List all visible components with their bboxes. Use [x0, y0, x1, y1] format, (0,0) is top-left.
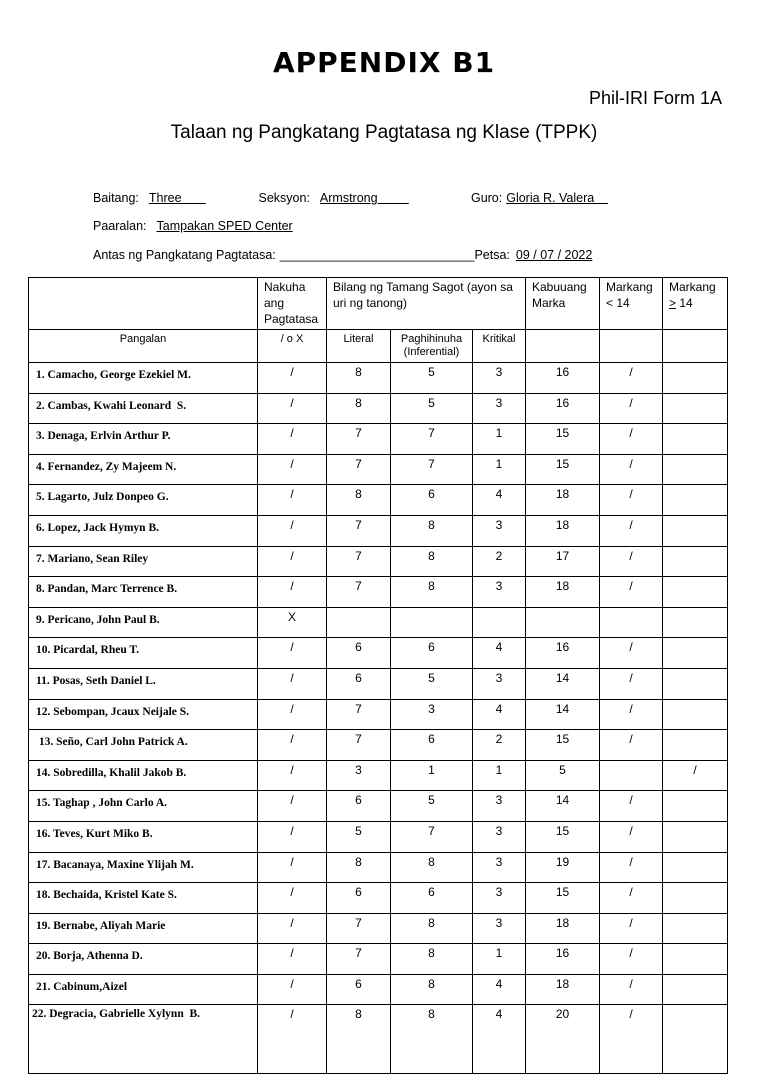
- literal-cell: 6: [327, 883, 391, 914]
- nakuha-cell: /: [258, 821, 327, 852]
- literal-cell: 3: [327, 760, 391, 791]
- paaralan-label: Paaralan:: [93, 219, 147, 233]
- markang-lt14-cell: /: [600, 944, 663, 975]
- table-row: [29, 424, 728, 455]
- nakuha-cell: /: [258, 913, 327, 944]
- table-row: [29, 1005, 728, 1074]
- kabuuang-cell: 15: [526, 821, 600, 852]
- nakuha-cell: /: [258, 760, 327, 791]
- paghihinuha-cell: 5: [391, 393, 473, 424]
- nakuha-cell: /: [258, 944, 327, 975]
- table-row: [29, 454, 728, 485]
- kabuuang-cell: 15: [526, 730, 600, 761]
- markang-lt14-cell: /: [600, 730, 663, 761]
- markang-ge14-cell: [663, 699, 728, 730]
- header-paghihinuha: Paghihinuha (Inferential): [391, 330, 473, 363]
- student-name: 12. Sebompan, Jcaux Neijale S.: [29, 699, 258, 730]
- markang-lt14-cell: /: [600, 791, 663, 822]
- kritikal-cell: 4: [473, 974, 526, 1005]
- literal-cell: 8: [327, 363, 391, 394]
- markang-ge14-cell: [663, 913, 728, 944]
- nakuha-cell: /: [258, 791, 327, 822]
- paghihinuha-cell: 6: [391, 638, 473, 669]
- markang-lt14-cell: /: [600, 883, 663, 914]
- markang-lt14-cell: /: [600, 638, 663, 669]
- kritikal-cell: 3: [473, 852, 526, 883]
- kabuuang-cell: 16: [526, 638, 600, 669]
- header-kabuuang: Kabuuang Marka: [526, 278, 600, 330]
- info-row-class: [93, 191, 608, 205]
- markang-ge14-cell: [663, 424, 728, 455]
- paghihinuha-cell: 8: [391, 974, 473, 1005]
- kabuuang-cell: 16: [526, 944, 600, 975]
- kritikal-cell: 3: [473, 668, 526, 699]
- kritikal-cell: 3: [473, 791, 526, 822]
- nakuha-cell: /: [258, 668, 327, 699]
- nakuha-cell: /: [258, 424, 327, 455]
- literal-cell: 6: [327, 668, 391, 699]
- kritikal-cell: 1: [473, 760, 526, 791]
- student-name: 17. Bacanaya, Maxine Ylijah M.: [29, 852, 258, 883]
- literal-cell: 6: [327, 638, 391, 669]
- markang-ge-suffix: 14: [676, 296, 693, 310]
- paghihinuha-cell: 7: [391, 454, 473, 485]
- student-name: 20. Borja, Athenna D.: [29, 944, 258, 975]
- paghihinuha-cell: 7: [391, 821, 473, 852]
- kritikal-cell: 1: [473, 944, 526, 975]
- table-row: [29, 821, 728, 852]
- markang-ge14-cell: [663, 1005, 728, 1074]
- student-name: 7. Mariano, Sean Riley: [29, 546, 258, 577]
- antas-label: Antas ng Pangkatang Pagtatasa:: [93, 248, 276, 262]
- table-row: [29, 944, 728, 975]
- table-row: [29, 730, 728, 761]
- antas-value: ____________________________: [279, 248, 475, 262]
- table-row: [29, 577, 728, 608]
- paghihinuha-cell: 6: [391, 883, 473, 914]
- markang-lt14-cell: /: [600, 852, 663, 883]
- literal-cell: 5: [327, 821, 391, 852]
- header-blank-ge14: [663, 330, 728, 363]
- kabuuang-cell: 14: [526, 791, 600, 822]
- markang-ge14-cell: [663, 974, 728, 1005]
- student-name: 11. Posas, Seth Daniel L.: [29, 668, 258, 699]
- table-row: [29, 607, 728, 638]
- nakuha-cell: /: [258, 577, 327, 608]
- markang-lt14-cell: /: [600, 546, 663, 577]
- kabuuang-cell: 18: [526, 485, 600, 516]
- guro-group: [471, 191, 608, 205]
- literal-cell: 7: [327, 913, 391, 944]
- form-subtitle: Talaan ng Pangkatang Pagtatasa ng Klase (TPPK): [170, 122, 598, 143]
- nakuha-cell: /: [258, 546, 327, 577]
- baitang-value: Three: [148, 191, 206, 205]
- seksyon-value: Armstrong: [319, 191, 409, 205]
- markang-ge-prefix: Markang: [669, 280, 716, 294]
- student-name: 21. Cabinum,Aizel: [29, 974, 258, 1005]
- baitang-group: [93, 191, 255, 205]
- literal-cell: 7: [327, 699, 391, 730]
- table-row: [29, 363, 728, 394]
- kritikal-cell: 2: [473, 546, 526, 577]
- student-name: 8. Pandan, Marc Terrence B.: [29, 577, 258, 608]
- markang-lt14-cell: /: [600, 515, 663, 546]
- kabuuang-cell: [526, 607, 600, 638]
- header-blank-lt14: [600, 330, 663, 363]
- literal-cell: 7: [327, 730, 391, 761]
- student-name: 16. Teves, Kurt Miko B.: [29, 821, 258, 852]
- header-markang-lt14: Markang < 14: [600, 278, 663, 330]
- table-row: [29, 668, 728, 699]
- table-row: [29, 638, 728, 669]
- kritikal-cell: 3: [473, 393, 526, 424]
- student-name: 9. Pericano, John Paul B.: [29, 607, 258, 638]
- student-name: 3. Denaga, Erlvin Arthur P.: [29, 424, 258, 455]
- markang-ge14-cell: [663, 730, 728, 761]
- markang-ge14-cell: [663, 638, 728, 669]
- literal-cell: 7: [327, 424, 391, 455]
- markang-lt14-cell: /: [600, 1005, 663, 1074]
- table-row: [29, 883, 728, 914]
- seksyon-group: [258, 191, 467, 205]
- student-name: 5. Lagarto, Julz Donpeo G.: [29, 485, 258, 516]
- kabuuang-cell: 18: [526, 577, 600, 608]
- literal-cell: 7: [327, 515, 391, 546]
- paghihinuha-cell: 5: [391, 668, 473, 699]
- kabuuang-cell: 16: [526, 393, 600, 424]
- nakuha-cell: /: [258, 638, 327, 669]
- markang-lt14-cell: /: [600, 668, 663, 699]
- nakuha-cell: /: [258, 730, 327, 761]
- table-subheader-row: [29, 330, 728, 363]
- header-markang-ge14: [663, 278, 728, 330]
- kritikal-cell: 1: [473, 454, 526, 485]
- kritikal-cell: 4: [473, 485, 526, 516]
- kabuuang-cell: 5: [526, 760, 600, 791]
- paghihinuha-cell: 8: [391, 913, 473, 944]
- markang-ge-symbol: >: [669, 296, 677, 310]
- table-row: [29, 546, 728, 577]
- markang-lt14-cell: /: [600, 821, 663, 852]
- markang-ge14-cell: [663, 393, 728, 424]
- table-row: [29, 515, 728, 546]
- paghihinuha-cell: 8: [391, 1005, 473, 1074]
- paghihinuha-cell: 8: [391, 944, 473, 975]
- table-row: [29, 974, 728, 1005]
- paghihinuha-cell: 8: [391, 546, 473, 577]
- assessment-table: [28, 277, 728, 1074]
- literal-cell: 6: [327, 974, 391, 1005]
- literal-cell: 7: [327, 577, 391, 608]
- literal-cell: 6: [327, 791, 391, 822]
- markang-ge14-cell: [663, 791, 728, 822]
- markang-ge14-cell: [663, 363, 728, 394]
- kritikal-cell: 2: [473, 730, 526, 761]
- petsa-value: 09 / 07 / 2022: [515, 248, 593, 262]
- kritikal-cell: 3: [473, 577, 526, 608]
- markang-ge14-cell: [663, 852, 728, 883]
- kabuuang-cell: 15: [526, 424, 600, 455]
- nakuha-cell: /: [258, 1005, 327, 1074]
- kabuuang-cell: 15: [526, 454, 600, 485]
- paaralan-value: Tampakan SPED Center: [156, 219, 293, 233]
- kabuuang-cell: 18: [526, 913, 600, 944]
- paghihinuha-cell: 3: [391, 699, 473, 730]
- literal-cell: 8: [327, 852, 391, 883]
- markang-ge14-cell: [663, 546, 728, 577]
- header-literal: Literal: [327, 330, 391, 363]
- student-name: 15. Taghap , John Carlo A.: [29, 791, 258, 822]
- kabuuang-cell: 14: [526, 668, 600, 699]
- literal-cell: 8: [327, 1005, 391, 1074]
- literal-cell: 7: [327, 546, 391, 577]
- kritikal-cell: 4: [473, 638, 526, 669]
- paghihinuha-cell: 6: [391, 485, 473, 516]
- table-row: [29, 393, 728, 424]
- nakuha-cell: /: [258, 883, 327, 914]
- paghihinuha-cell: 8: [391, 852, 473, 883]
- markang-ge14-cell: [663, 821, 728, 852]
- nakuha-cell: /: [258, 454, 327, 485]
- student-name: 19. Bernabe, Aliyah Marie: [29, 913, 258, 944]
- header-bilang: Bilang ng Tamang Sagot (ayon sa uri ng tanong): [327, 278, 526, 330]
- table-row: [29, 913, 728, 944]
- student-name: 6. Lopez, Jack Hymyn B.: [29, 515, 258, 546]
- nakuha-cell: /: [258, 485, 327, 516]
- kritikal-cell: 4: [473, 699, 526, 730]
- guro-label: Guro:: [470, 191, 503, 205]
- kabuuang-cell: 18: [526, 515, 600, 546]
- markang-ge14-cell: [663, 454, 728, 485]
- markang-ge14-cell: [663, 607, 728, 638]
- student-name: 10. Picardal, Rheu T.: [29, 638, 258, 669]
- header-blank: [29, 278, 258, 330]
- baitang-label: Baitang:: [93, 191, 139, 205]
- markang-ge14-cell: [663, 944, 728, 975]
- student-name: 13. Seño, Carl John Patrick A.: [29, 730, 258, 761]
- paghihinuha-cell: 8: [391, 515, 473, 546]
- header-nakuha: Nakuha ang Pagtatasa: [258, 278, 327, 330]
- student-name: 4. Fernandez, Zy Majeem N.: [29, 454, 258, 485]
- table-body: [29, 363, 728, 1074]
- markang-ge14-cell: [663, 485, 728, 516]
- markang-lt14-cell: /: [600, 913, 663, 944]
- nakuha-cell: X: [258, 607, 327, 638]
- nakuha-cell: /: [258, 974, 327, 1005]
- kabuuang-cell: 14: [526, 699, 600, 730]
- markang-lt14-cell: /: [600, 454, 663, 485]
- literal-cell: 8: [327, 393, 391, 424]
- markang-lt14-cell: /: [600, 393, 663, 424]
- kritikal-cell: 3: [473, 363, 526, 394]
- kritikal-cell: 1: [473, 424, 526, 455]
- header-blank-kabuuang: [526, 330, 600, 363]
- nakuha-cell: /: [258, 699, 327, 730]
- kritikal-cell: 3: [473, 821, 526, 852]
- table-header-row: [29, 278, 728, 330]
- kabuuang-cell: 15: [526, 883, 600, 914]
- markang-lt14-cell: /: [600, 363, 663, 394]
- paghihinuha-cell: 1: [391, 760, 473, 791]
- table-row: [29, 760, 728, 791]
- petsa-label: Petsa:: [474, 248, 510, 262]
- form-code: Phil-IRI Form 1A: [588, 88, 722, 108]
- markang-ge14-cell: [663, 577, 728, 608]
- markang-ge14-cell: [663, 668, 728, 699]
- markang-lt14-cell: [600, 760, 663, 791]
- table-row: [29, 485, 728, 516]
- literal-cell: 7: [327, 944, 391, 975]
- markang-lt14-cell: /: [600, 974, 663, 1005]
- paghihinuha-cell: 7: [391, 424, 473, 455]
- kabuuang-cell: 18: [526, 974, 600, 1005]
- header-o-x: / o X: [258, 330, 327, 363]
- page-title: APPENDIX B1: [272, 46, 496, 79]
- kabuuang-cell: 20: [526, 1005, 600, 1074]
- markang-lt14-cell: /: [600, 424, 663, 455]
- student-name: 14. Sobredilla, Khalil Jakob B.: [29, 760, 258, 791]
- table-row: [29, 699, 728, 730]
- paghihinuha-cell: [391, 607, 473, 638]
- header-kritikal: Kritikal: [473, 330, 526, 363]
- info-row-school: [93, 219, 293, 233]
- literal-cell: [327, 607, 391, 638]
- nakuha-cell: /: [258, 852, 327, 883]
- guro-value: Gloria R. Valera: [506, 191, 609, 205]
- markang-ge14-cell: [663, 883, 728, 914]
- literal-cell: 7: [327, 454, 391, 485]
- markang-lt14-cell: [600, 607, 663, 638]
- nakuha-cell: /: [258, 363, 327, 394]
- seksyon-label: Seksyon:: [258, 191, 310, 205]
- kritikal-cell: 3: [473, 515, 526, 546]
- info-row-assessment: [93, 248, 592, 262]
- nakuha-cell: /: [258, 393, 327, 424]
- paghihinuha-cell: 5: [391, 791, 473, 822]
- table-row: [29, 852, 728, 883]
- kabuuang-cell: 16: [526, 363, 600, 394]
- markang-ge14-cell: [663, 515, 728, 546]
- paghihinuha-cell: 6: [391, 730, 473, 761]
- kritikal-cell: 3: [473, 883, 526, 914]
- nakuha-cell: /: [258, 515, 327, 546]
- kabuuang-cell: 17: [526, 546, 600, 577]
- markang-lt14-cell: /: [600, 699, 663, 730]
- paghihinuha-cell: 5: [391, 363, 473, 394]
- kritikal-cell: [473, 607, 526, 638]
- kritikal-cell: 4: [473, 1005, 526, 1074]
- student-name: 18. Bechaida, Kristel Kate S.: [29, 883, 258, 914]
- markang-ge14-cell: /: [663, 760, 728, 791]
- student-name: 1. Camacho, George Ezekiel M.: [29, 363, 258, 394]
- markang-lt14-cell: /: [600, 485, 663, 516]
- paghihinuha-cell: 8: [391, 577, 473, 608]
- student-name: 22. Degracia, Gabrielle Xylynn B.: [29, 1005, 258, 1074]
- kabuuang-cell: 19: [526, 852, 600, 883]
- kritikal-cell: 3: [473, 913, 526, 944]
- header-pangalan: Pangalan: [29, 330, 258, 363]
- table-row: [29, 791, 728, 822]
- literal-cell: 8: [327, 485, 391, 516]
- student-name: 2. Cambas, Kwahi Leonard S.: [29, 393, 258, 424]
- markang-lt14-cell: /: [600, 577, 663, 608]
